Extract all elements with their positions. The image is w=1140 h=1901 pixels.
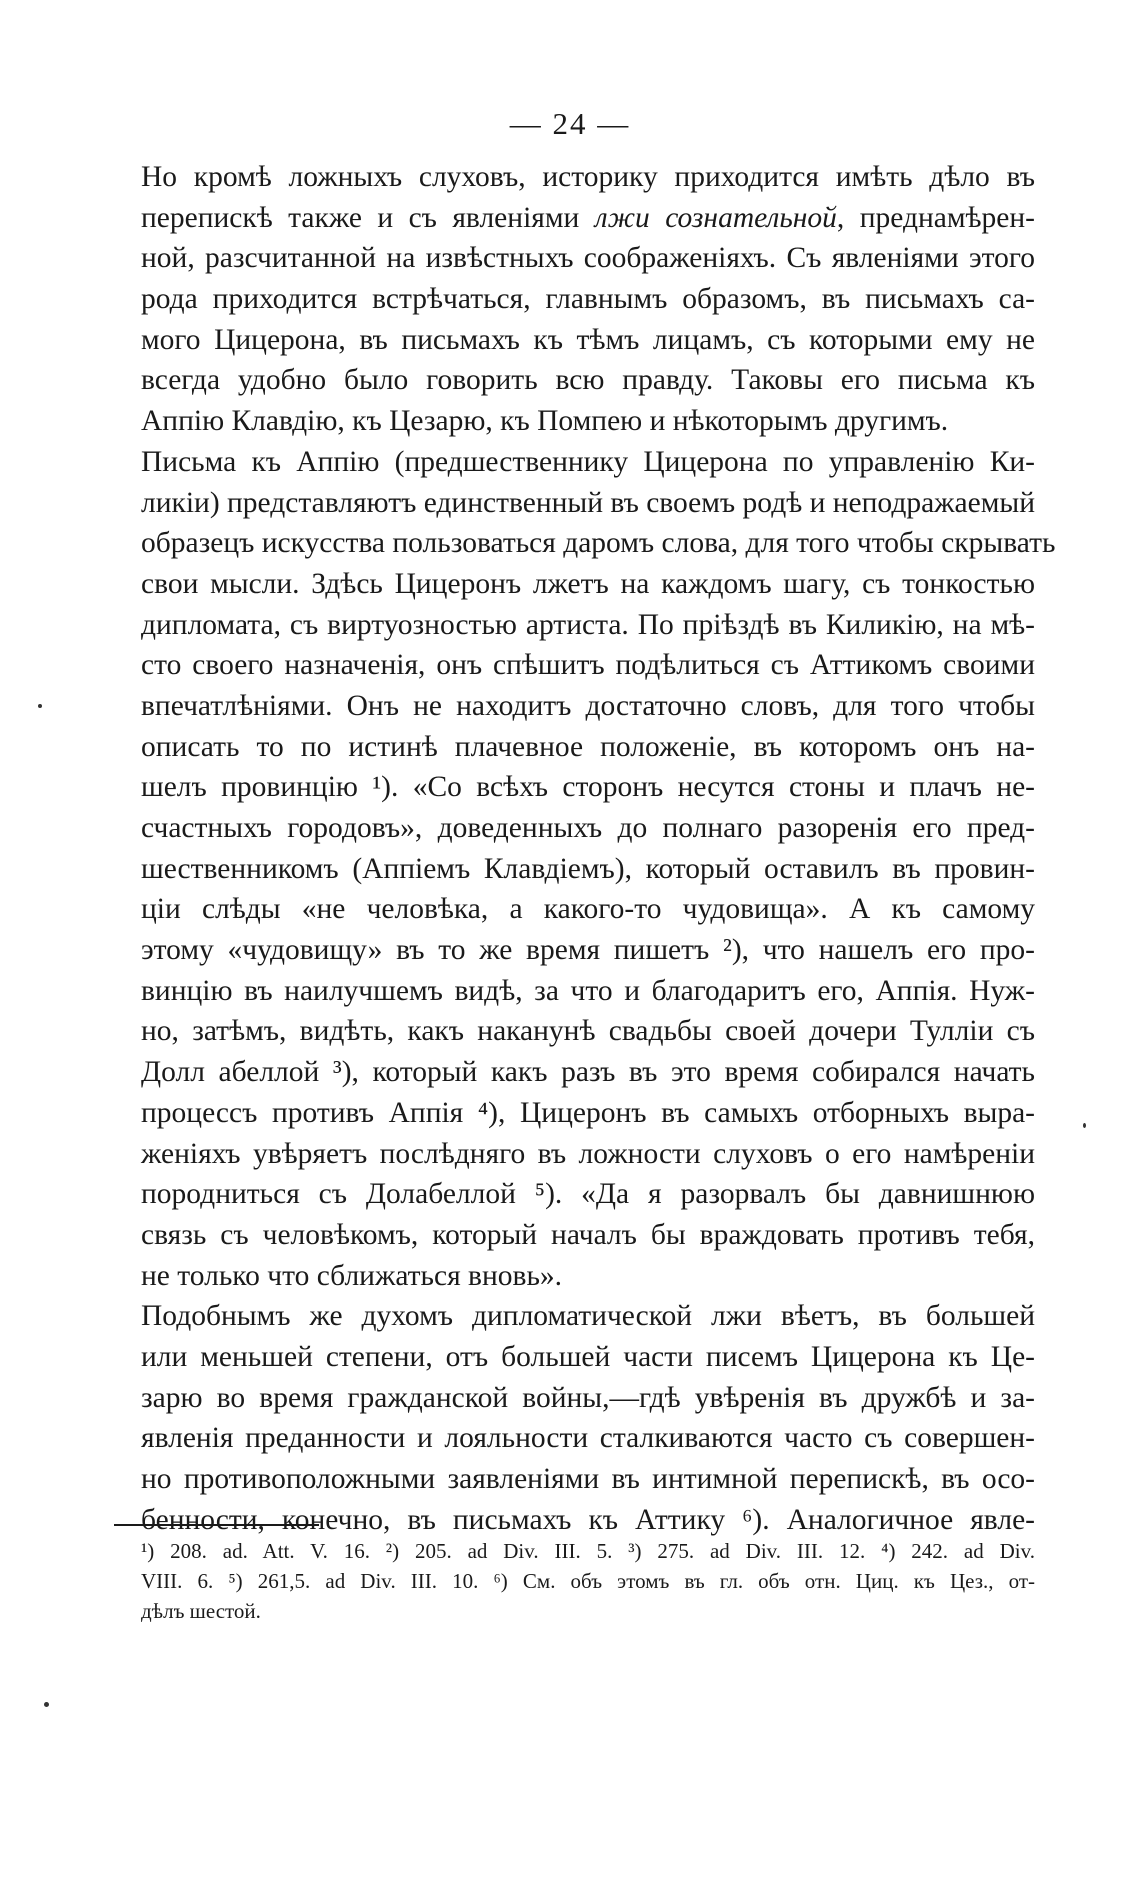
body-line: Но кромѣ ложныхъ слуховъ, историку приходится имѣть дѣло въ — [141, 161, 1035, 193]
body-line: этому «чудовищу» въ то же время пишетъ ²), что нашелъ его про- — [141, 934, 1035, 967]
body-line: или меньшей степени, отъ большей части писемъ Цицерона къ Це- — [141, 1340, 1035, 1373]
body-line: описать то по истинѣ плачевное положеніе, въ которомъ онъ на- — [141, 730, 1035, 763]
body-line: явленія преданности и лояльности сталкиваются часто съ совершен- — [141, 1422, 1035, 1455]
ink-speck — [44, 1702, 49, 1707]
page-number: — 24 — — [509, 106, 631, 141]
body-line: не только что сближаться вновь». — [141, 1259, 563, 1292]
body-text — [141, 157, 1056, 1540]
footnotes — [141, 1536, 1035, 1626]
body-line: шественникомъ (Аппіемъ Клавдіемъ), который оставилъ въ провин- — [141, 852, 1035, 885]
body-line: Аппію Клавдію, къ Цезарю, къ Помпею и нѣкоторымъ другимъ. — [141, 405, 949, 438]
footnote-line: VIII. 6. ⁵) 261,5. ad Div. III. 10. ⁶) См. объ этомъ въ гл. объ отн. Циц. къ Цез., от- — [141, 1569, 1035, 1593]
body-line: шелъ провинцію ¹). «Со всѣхъ сторонъ несутся стоны и плачъ не- — [141, 771, 1035, 804]
body-line: но, затѣмъ, видѣть, какъ наканунѣ свадьбы своей дочери Тулліи съ — [141, 1015, 1035, 1048]
footnote-line: дѣлъ шестой. — [141, 1599, 261, 1623]
body-line: сто своего назначенія, онъ спѣшитъ подѣлиться съ Аттикомъ своими — [141, 649, 1035, 682]
body-line: ной, разсчитанной на извѣстныхъ соображеніяхъ. Съ явленіями этого — [141, 242, 1035, 275]
ink-speck — [1083, 1123, 1086, 1128]
body-line: но противоположными заявленіями въ интимной перепискѣ, въ осо- — [141, 1463, 1035, 1495]
body-line: Письма къ Аппію (предшественнику Цицерона по управленію Ки- — [141, 445, 1035, 478]
body-line: впечатлѣніями. Онъ не находитъ достаточно словъ, для того чтобы — [141, 689, 1035, 722]
body-line: женіяхъ увѣряетъ послѣдняго въ ложности слуховъ о его намѣреніи — [141, 1137, 1035, 1170]
body-line: процессъ противъ Аппія ⁴), Цицеронъ въ самыхъ отборныхъ выра- — [141, 1096, 1035, 1129]
emphasis: лжи сознательной — [594, 201, 837, 234]
body-line: бенности, конечно, въ письмахъ къ Аттику ⁶). Аналогичное явле- — [141, 1503, 1035, 1536]
body-line: зарю во время гражданской войны,—гдѣ увѣренія въ дружбѣ и за- — [141, 1381, 1035, 1414]
footnote-line: ¹) 208. ad. Att. V. 16. ²) 205. ad Div. III. 5. ³) 275. ad Div. III. 12. ⁴) 242. ad Div. — [141, 1539, 1035, 1563]
body-line: породниться съ Долабеллой ⁵). «Да я разорвалъ бы давнишнюю — [141, 1178, 1035, 1211]
body-line: винцію въ наилучшемъ видѣ, за что и благодаритъ его, Аппія. Нуж- — [141, 974, 1035, 1007]
body-line: ціи слѣды «не человѣка, а какого-то чудовища». А къ самому — [141, 893, 1035, 926]
body-line: счастныхъ городовъ», доведенныхъ до полнаго разоренія его пред- — [141, 812, 1035, 844]
ink-speck — [38, 704, 42, 708]
body-line: рода приходится встрѣчаться, главнымъ образомъ, въ письмахъ са- — [141, 283, 1035, 316]
body-line: дипломата, съ виртуозностью артиста. По пріѣздѣ въ Киликію, на мѣ- — [141, 608, 1035, 641]
body-line: Долл абеллой ³), который какъ разъ въ это время собирался начать — [141, 1056, 1035, 1089]
body-line: всегда удобно было говорить всю правду. Таковы его письма къ — [141, 364, 1035, 397]
body-line: свои мысли. Здѣсь Цицеронъ лжетъ на каждомъ шагу, съ тонкостью — [141, 567, 1035, 600]
body-line: Подобнымъ же духомъ дипломатической лжи вѣетъ, въ большей — [141, 1300, 1035, 1333]
footnote-rule — [114, 1524, 319, 1526]
body-line: связь съ человѣкомъ, который началъ бы враждовать противъ тебя, — [141, 1218, 1035, 1251]
body-line: ликіи) представляютъ единственный въ своемъ родѣ и неподражаемый — [141, 486, 1036, 519]
body-line: образецъ искусства пользоваться даромъ слова, для того чтобы скрывать — [141, 527, 1056, 560]
body-line: мого Цицерона, въ письмахъ къ тѣмъ лицамъ, съ которыми ему не — [141, 323, 1035, 356]
body-line: перепискѣ также и съ явленіями лжи сознательной, преднамѣрен- — [141, 201, 1035, 234]
